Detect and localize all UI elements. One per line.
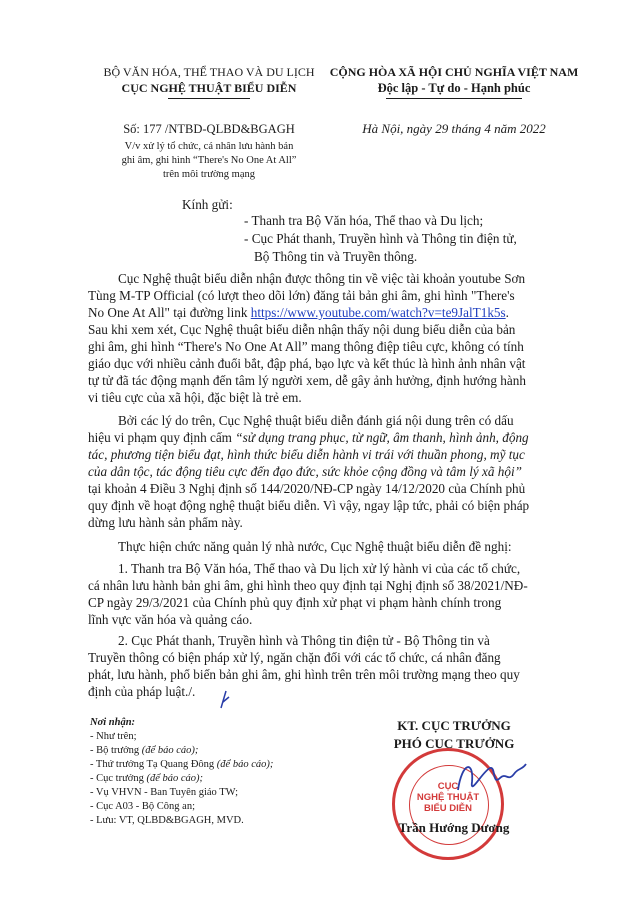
recipients-label: Kính gửi: <box>182 197 233 212</box>
paragraph-line: 2. Cục Phát thanh, Truyền hình và Thông tin điện tử - Bộ Thông tin và <box>118 633 490 648</box>
paragraph-line: tự tử đã tác động mạnh đến tâm lý người xem, dễ gây ảnh hưởng, định hướng hành <box>88 373 526 388</box>
distribution-item: - Thứ trưởng Tạ Quang Đông (để báo cáo); <box>90 759 274 770</box>
document-subject <box>84 140 334 182</box>
subject-line: ghi âm, ghi hình “There's No One At All” <box>121 155 297 166</box>
country-name: CỘNG HÒA XÃ HỘI CHỦ NGHĨA VIỆT NAM <box>329 65 579 79</box>
paragraph-line: 1. Thanh tra Bộ Văn hóa, Thể thao và Du lịch xử lý hành vi của các tổ chức, <box>118 561 521 576</box>
distribution-item: - Như trên; <box>90 731 137 742</box>
paragraph-line: ghi âm, ghi hình “There's No One At All” mang thông điệp tiêu cực, không có tính <box>88 339 524 354</box>
paragraph-line: tại khoản 4 Điều 3 Nghị định số 144/2020/NĐ-CP ngày 14/12/2020 của Chính phủ <box>88 481 526 496</box>
signer-name: Trần Hướng Dương <box>398 820 510 835</box>
link-suffix: . <box>505 305 509 320</box>
department-underline <box>168 98 250 99</box>
recipient-line: - Cục Phát thanh, Truyền hình và Thông tin điện tử, <box>244 231 517 246</box>
paragraph-1 <box>88 270 578 406</box>
paragraph-line: Cục Nghệ thuật biểu diễn nhận được thông tin về việc tài khoản youtube Sơn <box>118 271 526 286</box>
seal-text: CỤC NGHỆ THUẬT BIỂU DIỄN <box>416 781 480 814</box>
recipient-line: Bộ Thông tin và Truyền thông. <box>254 249 418 264</box>
paragraph-line: Tùng M-TP Official (có lượt theo dõi lớn) đăng tải bản ghi âm, ghi hình "There's <box>88 288 515 303</box>
distribution-item: - Cục A03 - Bộ Công an; <box>90 801 195 812</box>
initial-mark <box>218 688 232 712</box>
distribution-label: Nơi nhận: <box>90 717 136 728</box>
paragraph-line: quy định về hoạt động nghệ thuật biểu diễn. Vì vậy, ngay lập tức, phải có biện pháp <box>88 498 530 513</box>
quoted-regulation: của dân tộc, tác động tiêu cực đến đạo đức, sức khỏe cộng đồng và tâm lý xã hội” <box>88 464 522 479</box>
signature-title-1: KT. CỤC TRƯỞNG <box>397 718 511 733</box>
paragraph-line: Sau khi xem xét, Cục Nghệ thuật biểu diễn nhận thấy nội dung biểu diễn của bản <box>88 322 516 337</box>
paragraph-line: cá nhân lưu hành bản ghi âm, ghi hình theo quy định tại Nghị định số 38/2021/NĐ- <box>88 578 528 593</box>
quoted-regulation: “sử dụng trang phục, từ ngữ, âm thanh, hình ảnh, động <box>235 430 529 445</box>
paragraph-line: Bởi các lý do trên, Cục Nghệ thuật biểu diễn đánh giá nội dung trên có dấu <box>118 413 514 428</box>
paragraph-line: CP ngày 29/3/2021 của Chính phủ quy định xử phạt vi phạm hành chính trong <box>88 595 502 610</box>
signature-title-2: PHÓ CỤC TRƯỞNG <box>393 736 515 751</box>
distribution-item: - Lưu: VT, QLBD&BGAGH, MVD. <box>90 815 244 826</box>
department-name: CỤC NGHỆ THUẬT BIỂU DIỄN <box>121 81 297 95</box>
motto-underline <box>386 98 522 99</box>
subject-line: V/v xử lý tổ chức, cá nhân lưu hành bản <box>124 141 294 152</box>
paragraph-5 <box>88 632 578 700</box>
paragraph-text: No One At All" tại đường link <box>88 305 251 320</box>
quoted-regulation: tác, phương tiện biểu đạt, hình thức biểu diễn hành vi trái với thuần phong, mỹ tục <box>88 447 525 462</box>
subject-line: trên môi trường mạng <box>162 169 256 180</box>
paragraph-line <box>88 429 578 446</box>
paragraph-line: vi tiêu cực của xã hội, đặc biệt là trẻ em. <box>88 390 302 405</box>
paragraph-3: Thực hiện chức năng quản lý nhà nước, Cục Nghệ thuật biểu diễn đề nghị: <box>118 539 512 554</box>
distribution-item: - Vụ VHVN - Ban Tuyên giáo TW; <box>90 787 239 798</box>
paragraph-line: Truyền thông có biện pháp xử lý, ngăn chặn đối với các tổ chức, cá nhân đăng <box>88 650 501 665</box>
paragraph-4 <box>88 560 578 628</box>
date-line: Hà Nội, ngày 29 tháng 4 năm 2022 <box>362 121 546 136</box>
paragraph-line-with-link <box>88 304 578 321</box>
paragraph-line: định của pháp luật./. <box>88 684 196 699</box>
distribution-item: - Cục trưởng (để báo cáo); <box>90 773 204 784</box>
paragraph-line: dừng lưu hành sản phẩm này. <box>88 515 243 530</box>
paragraph-line: phát, lưu hành, phổ biến bản ghi âm, ghi hình trên trên môi trường mạng theo quy <box>88 667 520 682</box>
distribution-item: - Bộ trưởng (để báo cáo); <box>90 745 199 756</box>
paragraph-2 <box>88 412 578 531</box>
paragraph-text: hiệu vi phạm quy định cấm <box>88 430 236 445</box>
ministry-name: BỘ VĂN HÓA, THỂ THAO VÀ DU LỊCH <box>103 65 315 79</box>
paragraph-line: lĩnh vực văn hóa và quảng cáo. <box>88 612 253 627</box>
distribution-list <box>90 716 340 828</box>
youtube-link[interactable]: https://www.youtube.com/watch?v=te9JalT1k5s <box>250 305 506 320</box>
paragraph-line: giáo dục với nhiều cảnh đuổi bắt, đập phá, bạo lực và kết thúc là hình ảnh nhân vật <box>88 356 526 371</box>
document-number: Số: 177 /NTBD-QLBD&BGAGH <box>123 122 295 136</box>
national-motto: Độc lập - Tự do - Hạnh phúc <box>377 81 531 95</box>
handwritten-signature <box>452 752 532 802</box>
recipient-line: - Thanh tra Bộ Văn hóa, Thể thao và Du lịch; <box>244 213 484 228</box>
